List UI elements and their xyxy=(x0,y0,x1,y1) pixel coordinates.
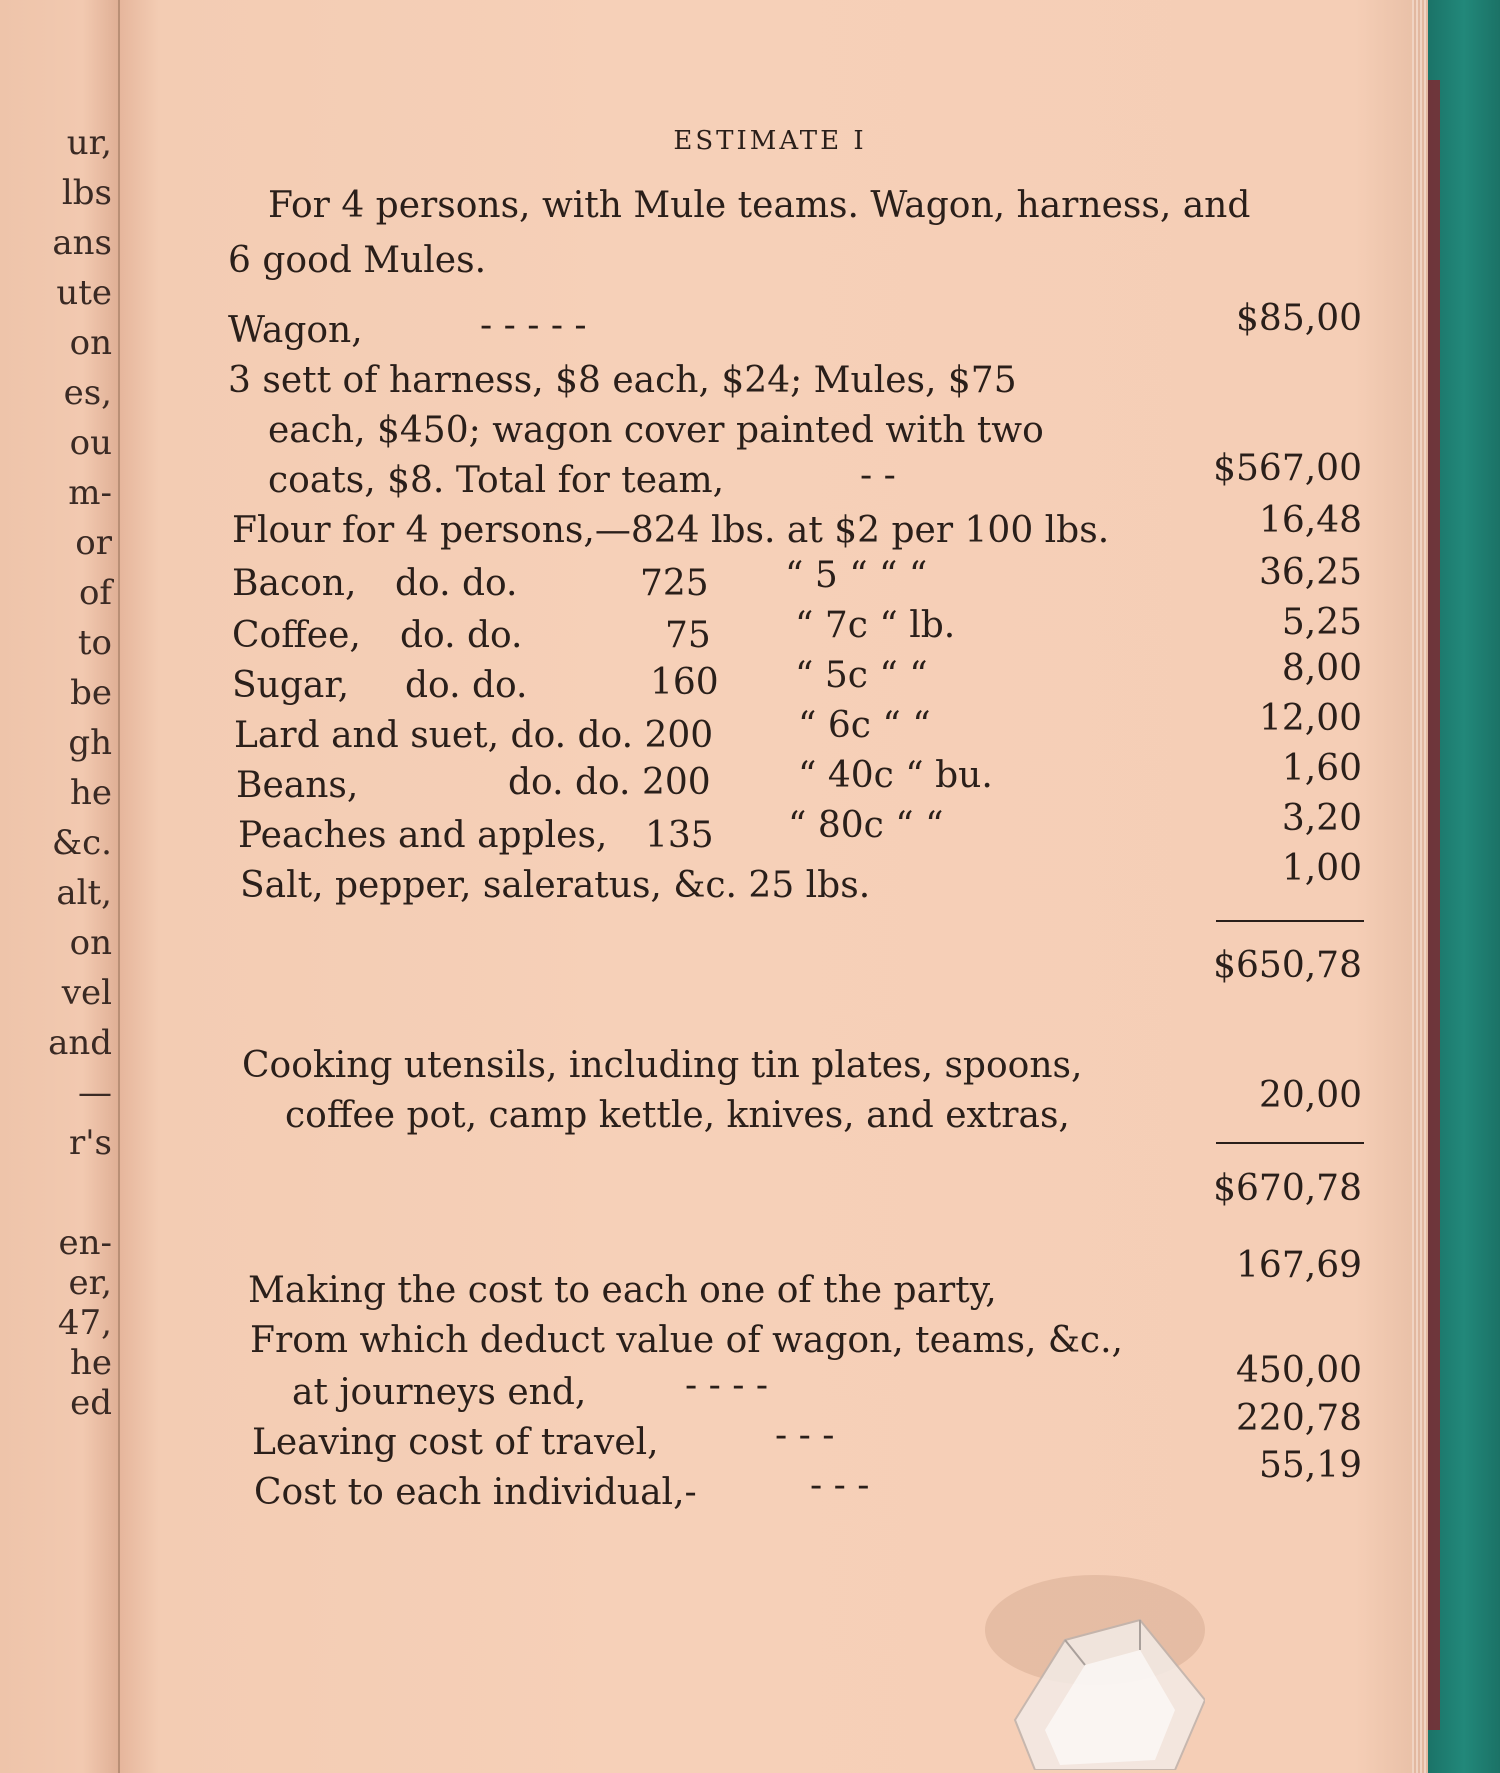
salt-amount: 1,00 xyxy=(1281,848,1362,889)
team-dashes: - - xyxy=(860,455,896,496)
peaches-item: Peaches and apples, xyxy=(238,815,608,856)
left-page-fragment: on xyxy=(69,923,112,963)
right-page xyxy=(120,0,1420,1773)
coffee-amount: 5,25 xyxy=(1281,602,1362,643)
wagon-label: Wagon, xyxy=(228,310,363,351)
team-line-3: coats, $8. Total for team, xyxy=(268,460,725,501)
journey-label: at journeys end, xyxy=(292,1372,587,1413)
intro-line-1: For 4 persons, with Mule teams. Wagon, harness, and xyxy=(268,185,1251,226)
individual-amount: 55,19 xyxy=(1258,1445,1362,1486)
left-page-fragment: and xyxy=(48,1023,112,1063)
subtotal-rule-1 xyxy=(1216,920,1364,922)
subtotal-2: $670,78 xyxy=(1213,1168,1362,1209)
left-page-fragment: ou xyxy=(69,423,112,463)
page-heading: ESTIMATE I xyxy=(673,126,867,156)
salt-item: Salt, pepper, saleratus, &c. 25 lbs. xyxy=(240,865,871,906)
individual-dashes: - - - xyxy=(810,1465,870,1506)
sugar-amount: 8,00 xyxy=(1281,648,1362,689)
lard-rate: “ 6c “ “ xyxy=(798,705,931,746)
bacon-item: Bacon, xyxy=(232,563,357,604)
left-page-fragment: alt, xyxy=(56,873,112,913)
left-page-fragment: en- xyxy=(58,1223,112,1263)
left-page-fragment: he xyxy=(69,1343,112,1383)
left-page-fragment: or xyxy=(75,523,112,563)
leaving-dashes: - - - xyxy=(775,1415,835,1456)
left-page-fragment: — xyxy=(78,1073,112,1113)
sugar-rate: “ 5c “ “ xyxy=(795,655,928,696)
beans-amount: 1,60 xyxy=(1281,748,1362,789)
left-page-fragment: es, xyxy=(63,373,112,413)
left-page-fragment: vel xyxy=(61,973,112,1013)
leaving-label: Leaving cost of travel, xyxy=(252,1422,659,1463)
flour-amount: 16,48 xyxy=(1258,500,1362,541)
flour-item: Flour for 4 persons,—824 lbs. at $2 per 100 lbs. xyxy=(232,510,1110,551)
beans-do: do. do. 200 xyxy=(508,762,711,803)
glass-paperweight xyxy=(975,1570,1205,1770)
subtotal-1: $650,78 xyxy=(1213,945,1362,986)
left-page-fragment: he xyxy=(69,773,112,813)
left-page-fragment: 47, xyxy=(57,1303,112,1343)
left-page-fragment: on xyxy=(69,323,112,363)
bacon-amount: 36,25 xyxy=(1258,552,1362,593)
bacon-rate: “ 5 “ “ “ xyxy=(785,555,928,596)
left-page-fragment: be xyxy=(70,673,112,713)
journey-amount: 450,00 xyxy=(1236,1350,1362,1391)
individual-label: Cost to each individual,- xyxy=(254,1472,697,1513)
journey-dashes: - - - - xyxy=(685,1365,768,1406)
left-page-fragment: er, xyxy=(68,1263,112,1303)
lard-item: Lard and suet, do. do. 200 xyxy=(234,715,714,756)
bacon-qty: 725 xyxy=(640,563,709,604)
team-line-1: 3 sett of harness, $8 each, $24; Mules, $75 xyxy=(228,360,1017,401)
utensils-line-2: coffee pot, camp kettle, knives, and extras, xyxy=(285,1095,1070,1136)
team-line-2: each, $450; wagon cover painted with two xyxy=(268,410,1044,451)
bacon-do: do. do. xyxy=(395,563,518,604)
utensils-line-1: Cooking utensils, including tin plates, spoons, xyxy=(242,1045,1083,1086)
left-page xyxy=(0,0,120,1773)
cost-each-amount: 167,69 xyxy=(1236,1245,1362,1286)
peaches-qty: 135 xyxy=(645,815,714,856)
left-page-fragment: to xyxy=(77,623,112,663)
peaches-rate: “ 80c “ “ xyxy=(788,805,944,846)
cost-each-label: Making the cost to each one of the party, xyxy=(248,1270,997,1311)
beans-rate: “ 40c “ bu. xyxy=(798,755,993,796)
left-page-fragment: of xyxy=(78,573,112,613)
cover-inner-band xyxy=(1426,80,1440,1730)
beans-item: Beans, xyxy=(236,765,359,806)
sugar-do: do. do. xyxy=(405,665,528,706)
page-edges xyxy=(1412,0,1428,1773)
coffee-do: do. do. xyxy=(400,615,523,656)
left-page-fragment: ur, xyxy=(66,123,112,163)
left-page-fragment: r's xyxy=(68,1123,112,1163)
coffee-qty: 75 xyxy=(665,615,711,656)
utensils-amount: 20,00 xyxy=(1258,1075,1362,1116)
intro-line-2: 6 good Mules. xyxy=(228,240,487,281)
left-page-fragment: gh xyxy=(68,723,112,763)
left-page-fragment: ed xyxy=(70,1383,112,1423)
lard-amount: 12,00 xyxy=(1258,698,1362,739)
subtotal-rule-2 xyxy=(1216,1142,1364,1144)
coffee-rate: “ 7c “ lb. xyxy=(795,605,956,646)
leaving-amount: 220,78 xyxy=(1236,1398,1362,1439)
team-amount: $567,00 xyxy=(1213,448,1362,489)
left-page-fragment: lbs xyxy=(61,173,112,213)
sugar-item: Sugar, xyxy=(232,665,350,706)
wagon-amount: $85,00 xyxy=(1236,298,1362,339)
coffee-item: Coffee, xyxy=(232,615,361,656)
deduct-label: From which deduct value of wagon, teams, &c., xyxy=(250,1320,1123,1361)
left-page-fragment: m- xyxy=(68,473,112,513)
wagon-dashes: - - - - - xyxy=(480,305,587,346)
left-page-fragment: ans xyxy=(52,223,112,263)
peaches-amount: 3,20 xyxy=(1281,798,1362,839)
left-page-fragment: ute xyxy=(56,273,112,313)
left-page-fragment: &c. xyxy=(51,823,112,863)
sugar-qty: 160 xyxy=(650,662,719,703)
